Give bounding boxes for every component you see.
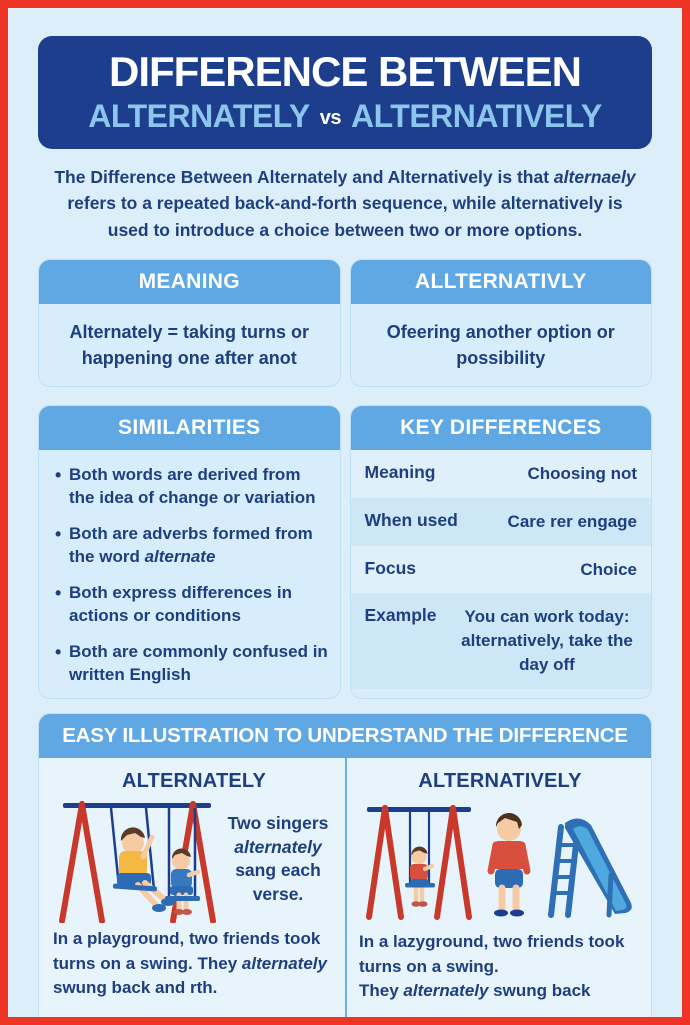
bullet-text: Both express differences in actions or conditions: [69, 582, 292, 625]
para-italic: alternately: [241, 953, 327, 973]
header-banner: [38, 36, 652, 149]
key-differences-card: [350, 405, 653, 700]
row-value: Choice: [580, 559, 637, 579]
para-pre: In a playground, two friends took turns on a swing. They: [53, 929, 321, 973]
cards-row-comparison: [38, 405, 652, 700]
caption-post: sang each verse.: [235, 860, 321, 905]
cards-row-definitions: [38, 259, 652, 387]
intro-paragraph: [45, 164, 645, 243]
similarities-card-title: SIMILARITIES: [39, 406, 340, 450]
para-post: swung back: [488, 980, 591, 1000]
bullet-text: Both are commonly confused in written English: [69, 641, 328, 684]
similarities-card: [38, 405, 341, 700]
list-item: [51, 641, 330, 687]
easy-illustration-card: [38, 713, 652, 1017]
meaning-card-title: MEANING: [39, 260, 340, 304]
list-item: [51, 523, 330, 569]
alternately-column: [39, 758, 345, 1017]
list-item: [51, 464, 330, 510]
row-label: Meaning: [364, 461, 436, 482]
page-title: DIFFERENCE BETWEEN: [108, 48, 581, 96]
alternatively-paragraph: [359, 930, 641, 1002]
key-differences-card-title: KEY DIFFERENCES: [351, 406, 652, 450]
caption-pre: Two singers: [227, 813, 329, 834]
key-differences-table: [351, 450, 652, 699]
para-italic: alternately: [403, 980, 489, 1000]
easy-illustration-title: EASY ILLUSTRATION TO UNDERSTAND THE DIFFERENCE: [39, 714, 651, 758]
alternatively-column: [345, 758, 651, 1017]
intro-text-pre: The Difference Between Alternately and Alternatively is that: [54, 167, 554, 187]
para-pre2: They: [359, 980, 404, 1000]
row-value: Choosing not: [527, 463, 637, 483]
similarities-card-body: [39, 450, 340, 699]
alternativly-card-body: Ofeering another option or possibility: [386, 321, 615, 368]
row-value: You can work today: alternatively, take the day off: [461, 607, 633, 674]
table-row: [351, 546, 652, 594]
subtitle-word-alternately: ALTERNATELY: [88, 97, 310, 134]
row-label: Focus: [364, 557, 417, 578]
alternativly-card: [350, 259, 653, 387]
list-item: [51, 582, 330, 628]
caption-italic: alternately: [234, 836, 322, 857]
bullet-text: Both words are derived from the idea of change or variation: [69, 464, 316, 507]
intro-italic-word: alternaely: [553, 167, 636, 187]
para-post: swung back and rth.: [53, 977, 218, 997]
two-kids-swing-set-illustration: [53, 795, 221, 923]
row-label: When used: [364, 509, 458, 530]
illustration-columns: [39, 758, 651, 1017]
table-row: [351, 450, 652, 498]
table-row: [351, 498, 652, 546]
meaning-card: [38, 259, 341, 387]
alternately-caption: [221, 812, 335, 907]
table-row: [351, 593, 652, 688]
page-subtitle: [88, 98, 601, 135]
bullet-italic: alternate: [144, 546, 216, 566]
infographic-page: [8, 8, 682, 1017]
alternately-heading: ALTERNATELY: [121, 770, 267, 793]
row-label: Example: [364, 605, 437, 626]
para-line1: In a lazyground, two friends took turns on a swing.: [359, 932, 625, 976]
row-value: Care rer engage: [507, 511, 637, 531]
alternatively-heading: ALTERNATIVELY: [418, 770, 582, 793]
bullet-text: Both are adverbs formed from the word: [69, 523, 313, 566]
alternately-illustration-row: [53, 795, 335, 923]
subtitle-word-alternatively: ALTERNATIVELY: [351, 97, 602, 134]
swing-boy-slide-illustration: [359, 795, 641, 921]
alternately-paragraph: [53, 927, 335, 999]
intro-text-post: refers to a repeated back-and-forth sequence, while alternatively is used to introduce a choice between two or more options.: [67, 193, 623, 240]
alternativly-card-title: ALLTERNATIVLY: [351, 260, 652, 304]
similarities-list: [51, 464, 330, 687]
meaning-card-body: Alternately = taking turns or happening one after anot: [69, 321, 310, 368]
subtitle-vs: vs: [319, 106, 341, 129]
